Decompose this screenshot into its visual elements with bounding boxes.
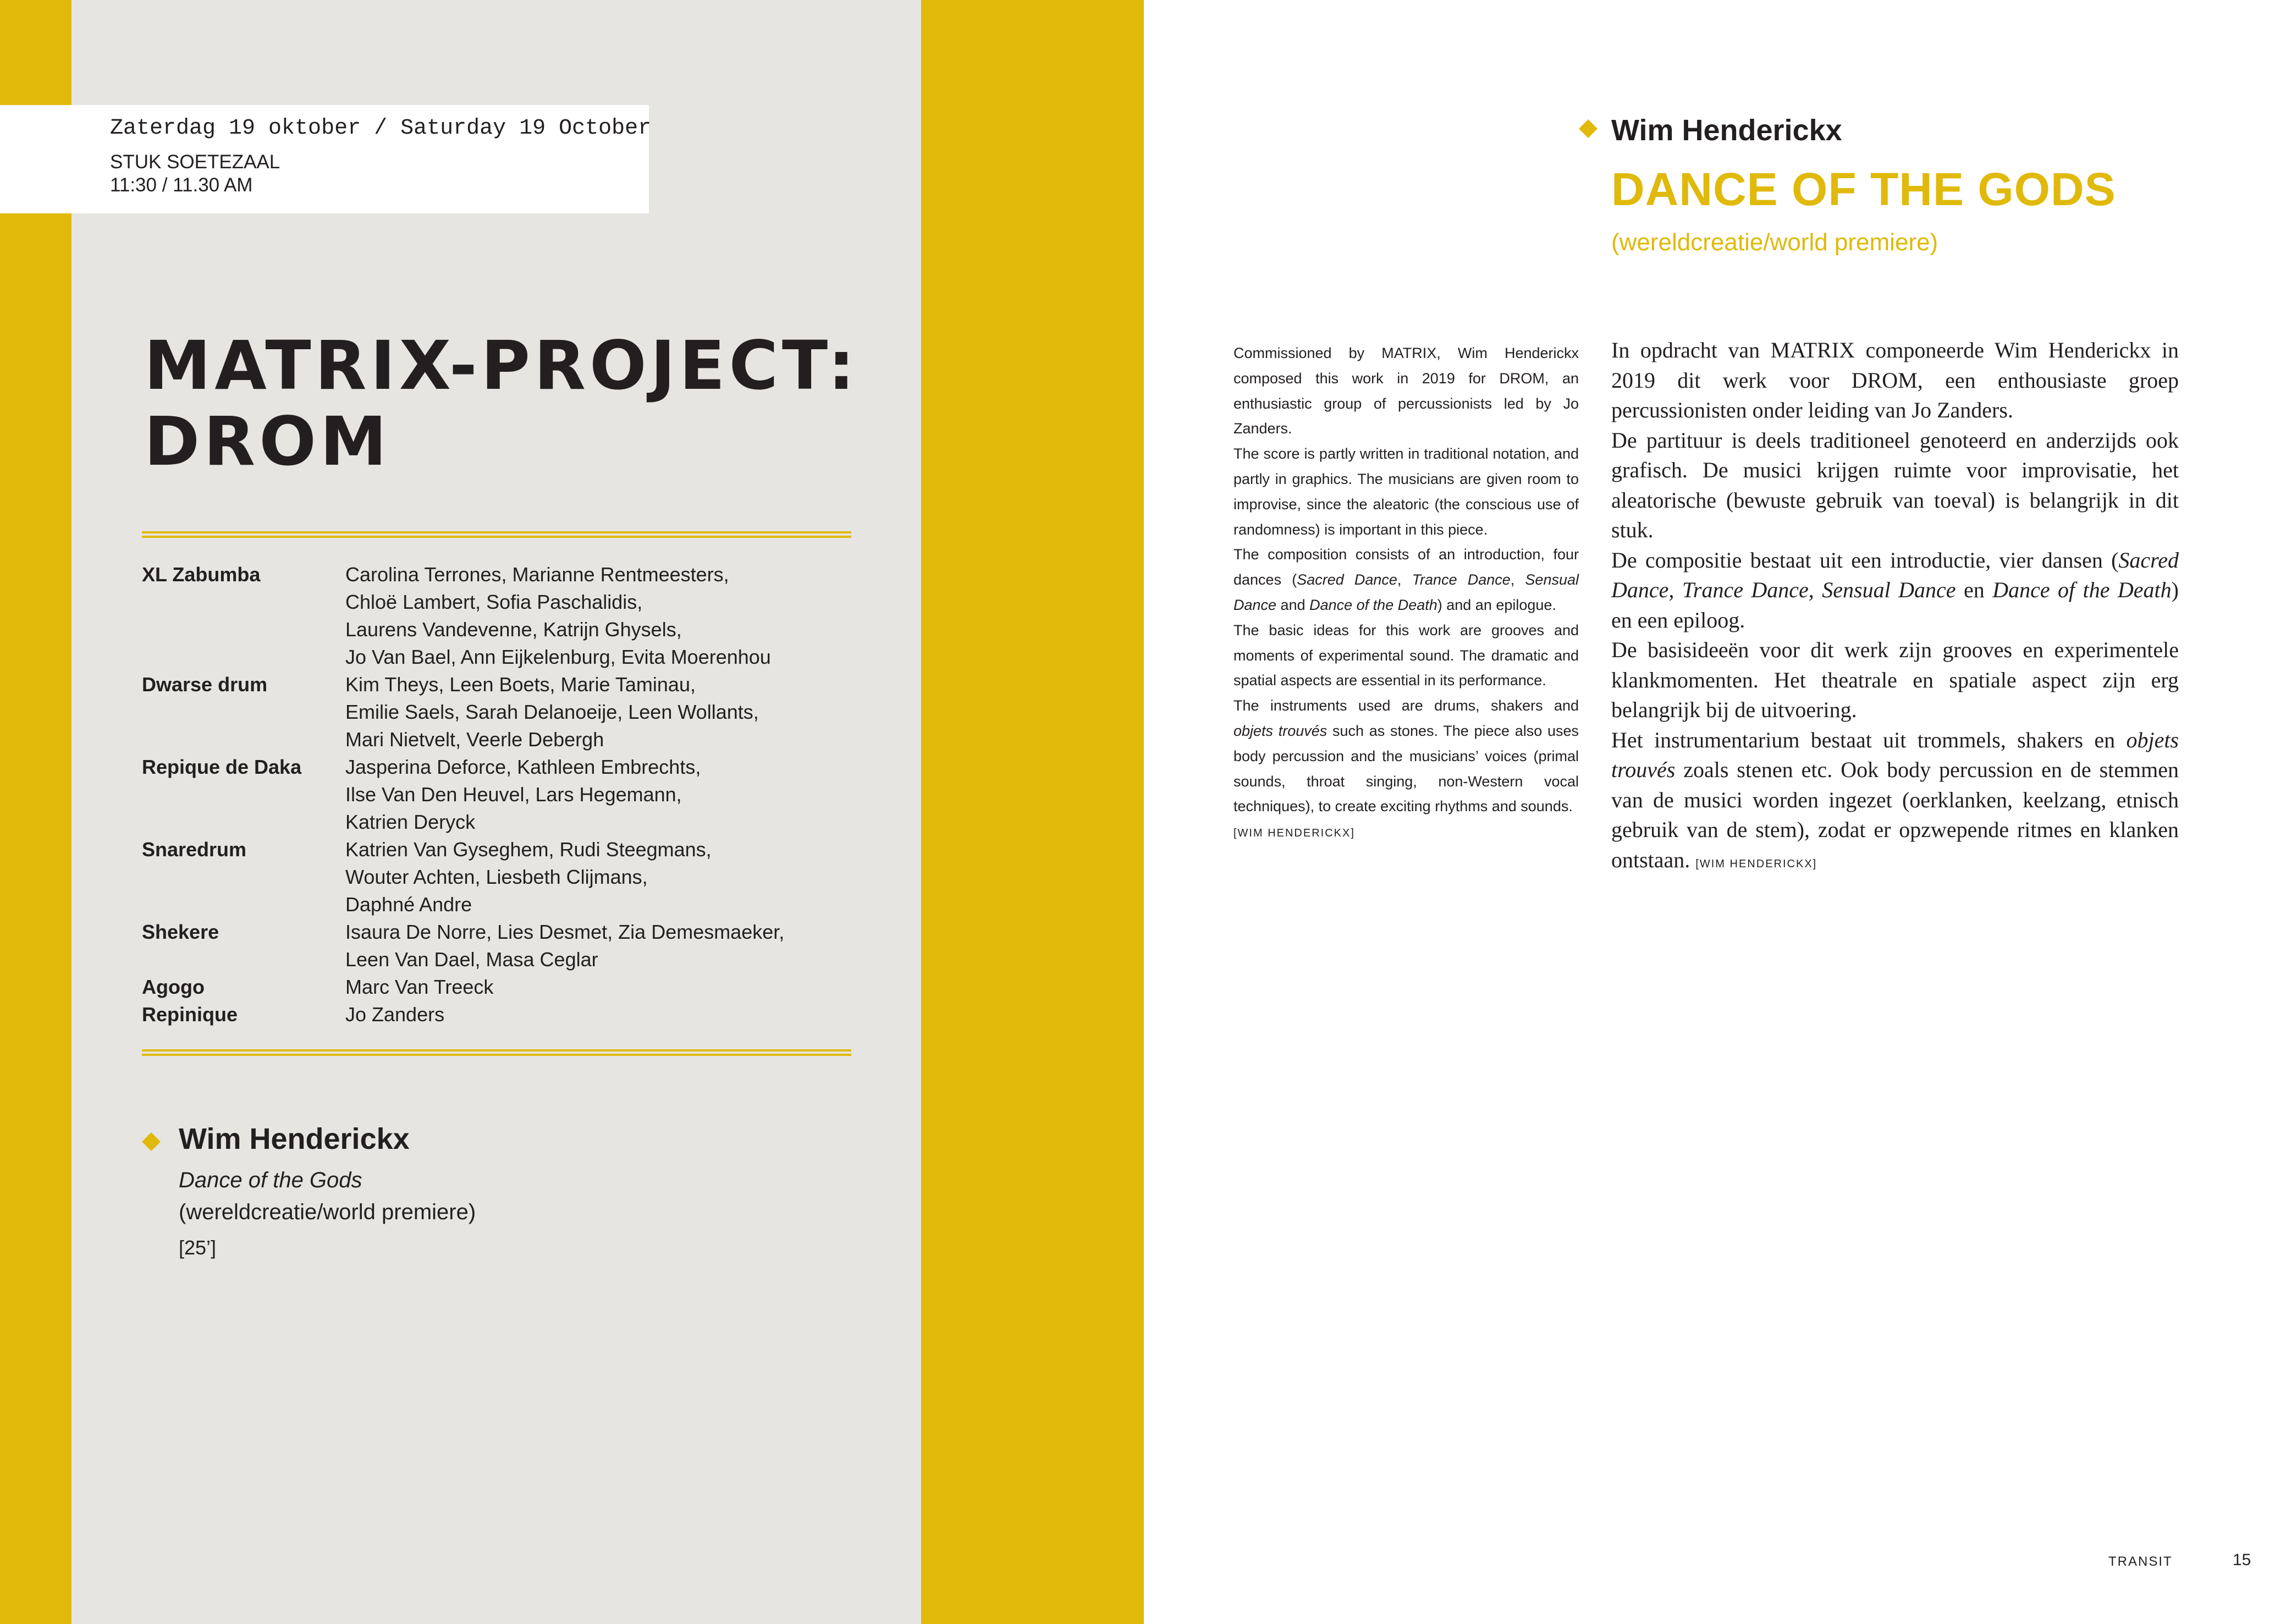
performer-line: Kim Theys, Leen Boets, Marie Taminau,	[345, 673, 696, 696]
title-line-2: DROM	[144, 403, 391, 481]
lineup-row	[142, 1001, 784, 1028]
dutch-paragraph: In opdracht van MATRIX componeerde Wim Henderickx in 2019 dit werk voor DROM, een enthousiaste groep percussionisten onder leiding van Jo Zanders.	[1611, 338, 2179, 422]
performer-line: Isaura De Norre, Lies Desmet, Zia Demesmaeker,	[345, 921, 785, 943]
piece-composer: Wim Henderickx	[1611, 114, 1842, 147]
piece-premiere: (wereldcreatie/world premiere)	[1611, 229, 1938, 256]
performer-names	[345, 1001, 444, 1028]
performer-names	[345, 671, 759, 753]
bottom-double-rule	[142, 1049, 851, 1056]
performer-names	[345, 836, 712, 918]
instrument-label: XL Zabumba	[142, 563, 261, 586]
performer-line: Jasperina Deforce, Kathleen Embrechts,	[345, 756, 701, 778]
diamond-bullet-icon	[1579, 119, 1598, 138]
performer-line: Daphné Andre	[345, 893, 472, 916]
performer-line: Mari Nietvelt, Veerle Debergh	[345, 728, 604, 751]
performer-line: Laurens Vandevenne, Katrijn Ghysels,	[345, 618, 682, 641]
performer-line: Wouter Achten, Liesbeth Clijmans,	[345, 866, 648, 888]
lineup-row	[142, 671, 784, 753]
lineup-row	[142, 753, 784, 836]
center-yellow-band	[921, 0, 1144, 1624]
performer-line: Katrien Deryck	[345, 811, 476, 833]
concert-time: 11:30 / 11.30 AM	[110, 174, 253, 196]
dutch-paragraph: Het instrumentarium bestaat uit trommels, shakers en objets trouvés zoals stenen etc. Ook body percussion en de stemmen van de musici worden ingezet (oerklanken, keelzang, etnisch gebruik van de stem), zodat er opzwepende ritmes en klanken ontstaan. [WIM HENDERICKX]	[1611, 727, 2179, 872]
performer-line: Carolina Terrones, Marianne Rentmeesters,	[345, 563, 729, 586]
english-notes	[1233, 341, 1579, 846]
page-title	[144, 328, 858, 480]
instrument-label: Snaredrum	[142, 838, 247, 861]
page-number: 15	[2233, 1551, 2251, 1569]
performer-names	[345, 561, 771, 671]
performer-line: Leen Van Dael, Masa Ceglar	[345, 948, 598, 971]
english-paragraph: The composition consists of an introduction, four dances (Sacred Dance, Trance Dance, Sensual Dance and Dance of the Death) and an epilogue.	[1233, 546, 1579, 613]
dutch-paragraph: De partituur is deels traditioneel genoteerd en anderzijds ook grafisch. De musici krijgen ruimte voor improvisatie, het aleatorische (bewuste gebruik van toeval) is belangrijk in dit stuk.	[1611, 427, 2179, 542]
program-composer: Wim Henderickx	[179, 1122, 410, 1155]
performer-names	[345, 973, 493, 1001]
publication-name: TRANSIT	[2108, 1554, 2173, 1569]
dutch-credit: [WIM HENDERICKX]	[1695, 857, 1817, 870]
concert-date: Zaterdag 19 oktober / Saturday 19 October	[110, 116, 652, 141]
instrument-label: Dwarse drum	[142, 673, 268, 696]
program-duration: [25’]	[179, 1236, 217, 1259]
english-paragraph: The basic ideas for this work are grooves and moments of experimental sound. The dramatic and spatial aspects are essential in its performance.	[1233, 621, 1579, 689]
date-box	[0, 105, 652, 213]
instrument-label: Repique de Daka	[142, 756, 302, 778]
performer-line: Jo Van Bael, Ann Eijkelenburg, Evita Moerenhou	[345, 646, 771, 668]
performer-line: Emilie Saels, Sarah Delanoeije, Leen Wollants,	[345, 701, 759, 723]
english-paragraph: The score is partly written in traditional notation, and partly in graphics. The musicians are given room to improvise, since the aleatoric (the conscious use of randomness) is important in this piece.	[1233, 445, 1579, 538]
performers-list	[142, 561, 784, 1028]
program-work-title: Dance of the Gods	[179, 1168, 362, 1192]
lineup-row	[142, 836, 784, 918]
performer-line: Chloë Lambert, Sofia Paschalidis,	[345, 591, 643, 613]
performer-line: Marc Van Treeck	[345, 976, 494, 998]
english-credit: [WIM HENDERICKX]	[1233, 827, 1355, 840]
instrument-label: Shekere	[142, 921, 219, 943]
lineup-row	[142, 561, 784, 671]
top-double-rule	[142, 531, 851, 538]
dutch-paragraph: De compositie bestaat uit een introductie, vier dansen (Sacred Dance, Trance Dance, Sensual Dance en Dance of the Death) en een epiloog.	[1611, 547, 2179, 632]
dutch-paragraph: De basisideeën voor dit werk zijn grooves en experimentele klankmomenten. Het theatrale en spatiale aspect zijn erg belangrijk bij de uitvoering.	[1611, 637, 2179, 722]
lineup-row	[142, 973, 784, 1001]
title-line-1: MATRIX-PROJECT:	[144, 327, 859, 405]
concert-venue: STUK SOETEZAAL	[110, 151, 280, 173]
performer-line: Jo Zanders	[345, 1003, 445, 1026]
left-yellow-band	[0, 0, 71, 1624]
dutch-notes	[1611, 335, 2179, 879]
instrument-label: Repinique	[142, 1003, 238, 1026]
english-paragraph: The instruments used are drums, shakers and objets trouvés such as stones. The piece also uses body percussion and the musicians’ voices (primal sounds, throat singing, non-Western vocal techniques), to create exciting rhythms and sounds.	[1233, 697, 1579, 815]
program-premiere: (wereldcreatie/world premiere)	[179, 1200, 476, 1224]
performer-names	[345, 918, 784, 973]
performer-names	[345, 753, 701, 836]
english-paragraph: Commissioned by MATRIX, Wim Henderickx composed this work in 2019 for DROM, an enthusiastic group of percussionists led by Jo Zanders.	[1233, 345, 1579, 437]
performer-line: Katrien Van Gyseghem, Rudi Steegmans,	[345, 838, 712, 861]
performer-line: Ilse Van Den Heuvel, Lars Hegemann,	[345, 783, 682, 806]
instrument-label: Agogo	[142, 976, 205, 998]
piece-title: DANCE OF THE GODS	[1611, 163, 2116, 215]
lineup-row	[142, 918, 784, 973]
